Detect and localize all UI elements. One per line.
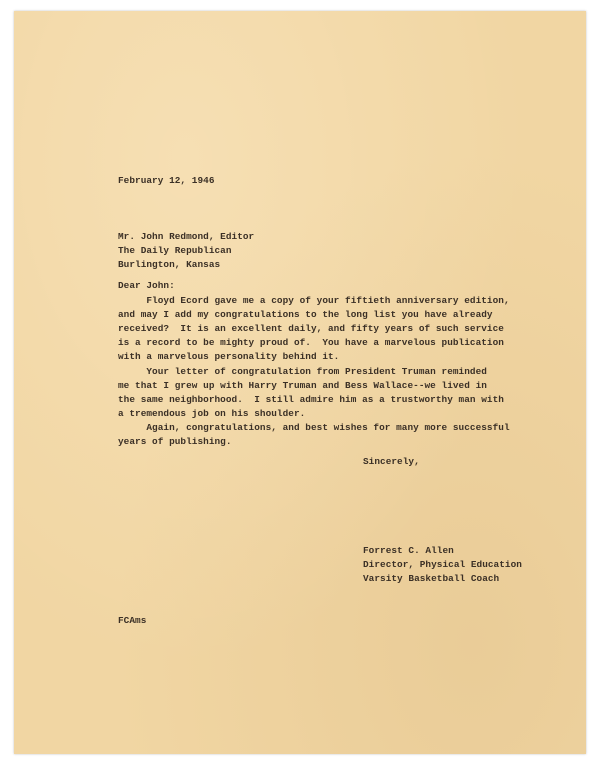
letter-date: February 12, 1946 [118, 175, 215, 186]
body-line: me that I grew up with Harry Truman and Bess Wallace--we lived in [118, 380, 487, 391]
body-line: received? It is an excellent daily, and fifty years of such service [118, 323, 504, 334]
body-paragraph-1 [118, 294, 510, 364]
body-line: the same neighborhood. I still admire him as a trustworthy man with [118, 394, 504, 405]
body-line: and may I add my congratulations to the long list you have already [118, 309, 493, 320]
recipient-newspaper: The Daily Republican [118, 245, 232, 256]
body-line: a tremendous job on his shoulder. [118, 408, 306, 419]
body-line: Your letter of congratulation from President Truman reminded [118, 366, 487, 377]
signer-role: Varsity Basketball Coach [363, 573, 500, 584]
recipient-city: Burlington, Kansas [118, 259, 221, 270]
body-line: is a record to be mighty proud of. You have a marvelous publication [118, 337, 504, 348]
body-line: Floyd Ecord gave me a copy of your fiftieth anniversary edition, [118, 295, 510, 306]
body-line: with a marvelous personality behind it. [118, 351, 340, 362]
signer-name: Forrest C. Allen [363, 545, 454, 556]
body-line: Again, congratulations, and best wishes for many more successful [118, 422, 510, 433]
body-paragraph-3 [118, 421, 510, 449]
signer-title: Director, Physical Education [363, 559, 522, 570]
closing: Sincerely, [363, 456, 420, 467]
typist-initials: FCAms [118, 615, 147, 626]
salutation: Dear John: [118, 280, 175, 291]
body-line: years of publishing. [118, 436, 232, 447]
recipient-name: Mr. John Redmond, Editor [118, 231, 255, 242]
body-paragraph-2 [118, 365, 504, 421]
